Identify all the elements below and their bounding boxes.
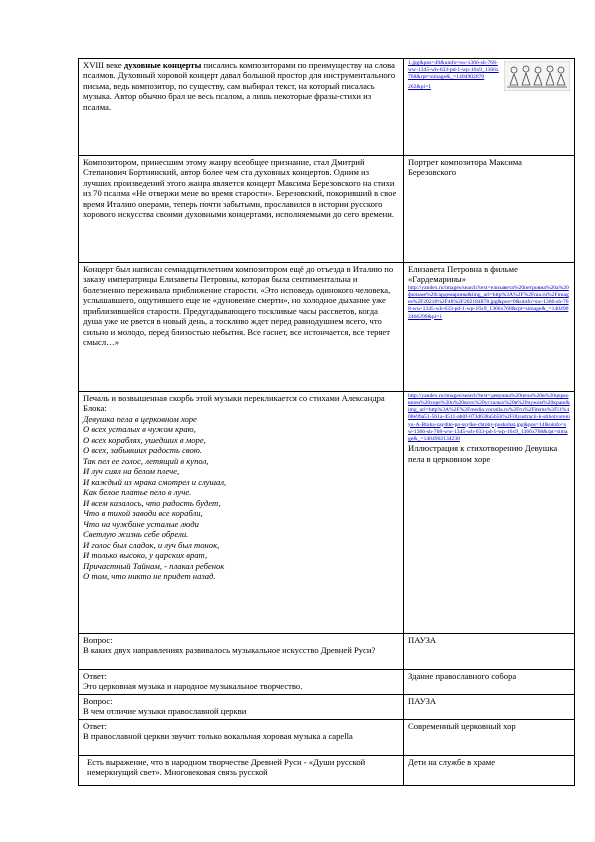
table-row	[79, 392, 575, 634]
caption-cell: Дети на службе в храме	[404, 756, 575, 786]
caption-cell: Портрет композитора Максима Березовского	[404, 156, 575, 263]
table-row	[79, 720, 575, 756]
poem-line: Что на чужбине усталые люди	[83, 518, 199, 529]
poem-intro: Печаль и возвышенная скорбь этой музыки перекликается со стихами Александра Блока:	[83, 393, 385, 414]
poem-line: Светлую жизнь себе обрели.	[83, 529, 189, 540]
answer-label: Ответ:	[83, 671, 107, 681]
poem-line: Так пел ее голос, летящий в купол,	[83, 455, 209, 466]
image-link[interactable]: http://yandex.ru/images/search?text=елизавета%20петровна%20а%20фильме%20гардемарины&img_url=http%3A%2F%2Fnia.ru%2Fimages%2F20218%2F48%2F202184878.jpg&pos=0&uinfo=sw-1366-sh-768-ww-1345-wh-633-pd-1-wp-16x9_1366x768&rpt=simage&_=1404902466299&pi=1	[408, 284, 569, 320]
poem-line: И каждый из мрака смотрел и слушал,	[83, 476, 227, 487]
text-cell	[79, 59, 404, 156]
bold-term: духовные концерты	[123, 60, 202, 70]
poem-line: И всем казалось, что радость будет,	[83, 497, 221, 508]
table-row	[79, 59, 575, 156]
table-row	[79, 670, 575, 695]
pause-cell: ПАУЗА	[404, 634, 575, 670]
poem-line: О всех усталых в чужом краю,	[83, 424, 196, 435]
caption-cell: Современный церковный хор	[404, 720, 575, 756]
poem-line: О всех кораблях, ушедших в море,	[83, 434, 206, 445]
media-cell	[404, 392, 575, 634]
text-before: XVIII веке	[83, 60, 124, 70]
question-text: В каких двух направлениях развивалось музыкальное искусство Древней Руси?	[83, 645, 376, 656]
question-cell	[79, 695, 404, 720]
question-label: Вопрос:	[83, 635, 113, 645]
choir-image-icon	[504, 61, 570, 91]
poem	[83, 414, 399, 582]
poem-line: Как белое платье пело в луче.	[83, 487, 192, 498]
answer-cell	[79, 670, 404, 695]
poem-line: Девушка пела в церковном хоре	[83, 413, 197, 424]
text-cell: Есть выражение, что в народном творчестве Древней Руси - «Души русской немеркнущий свет». Многовековая связь русской	[79, 756, 404, 786]
text-after: писались композиторами по преимуществу на слова псалмов. Духовный хоровой концерт давал большой простор для инструментального письма, ведь композитор, по существу, сам выбирал текст, на который писалась музыка. Автор обычно брал не весь псалом, а лишь некоторые фразы-стихи из псалма.	[83, 60, 396, 112]
table-row	[79, 634, 575, 670]
question-text: В чем отличие музыки православной церкви	[83, 706, 247, 717]
media-cell	[404, 59, 575, 156]
caption: Елизавета Петровна в фильме «Гардемарины»	[408, 264, 518, 285]
caption: Иллюстрация к стихотворению Девушка пела в церковном хоре	[408, 443, 558, 464]
poem-line: И только высоко, у царских врат,	[83, 550, 208, 561]
image-link[interactable]: 1.jpg&pos=49&uinfo=sw-1366-sh-768-ww-1345-wh-633-pd-1-wp-16x9_1366x768&rpt=simage&_=1404902870	[408, 60, 499, 81]
answer-label: Ответ:	[83, 721, 107, 731]
poem-line: Что в тихой заводи все корабли,	[83, 508, 203, 519]
question-cell	[79, 634, 404, 670]
caption-cell: Здание православного собора	[404, 670, 575, 695]
table-row	[79, 695, 575, 720]
image-link[interactable]: http://yandex.ru/images/search?text=девушка%20пела%20в%20церковном%20хоре%20о%20всех%20усталых%20в%20чужом%20краю&img_url=http%3A%2F%2Fmedia.vorotila.ru%2Fru%2Fitems%2Fi1%408e99a51-561a-4511-ab0f-073d638a5b5b%2Fillyustracii-k-stihotvoreniyu-A-Bloka-zaydite-po-ssylke-chtoby-poskohat.jpg&pos=14&uinfo=sw-1366-sh-768-ww-1345-wh-633-pd-1-wp-16x9_1366x768&rpt=simage&_=1404902134238	[408, 393, 570, 442]
lesson-table	[78, 58, 575, 786]
answer-cell	[79, 720, 404, 756]
poem-line: О всех, забывших радость свою.	[83, 445, 203, 456]
poem-line: О том, что никто не придет назад.	[83, 571, 216, 582]
table-row	[79, 263, 575, 392]
media-cell	[404, 263, 575, 392]
text-cell: Концерт был написан семнадцатилетним композитором ещё до отъезда в Италию по заказу императрицы Елизаветы Петровны, которая была сентиментальна и болезненно переживала приближение старости. «Это исповедь одинокого человека, услышавшего, ощутившего еще не «дуновение смерти», но холодное дыхание уже приблизившейся старости. Предугадывающего тоскливые часы рассветов, когда душа уже не рвется в новый день, а тоскливо ждет перед равнодушием всего, что сильно и молодо, перед близостью небытия. Все гаснет, все истончается, все теряет смысл…»	[79, 263, 404, 392]
poem-line: Причастный Тайнам, - плакал ребенок	[83, 560, 225, 571]
image-link-tail[interactable]: 262&pi=1	[408, 84, 432, 91]
table-row	[79, 156, 575, 263]
poem-line: И луч сиял на белом плече,	[83, 466, 180, 477]
table-row	[79, 756, 575, 786]
answer-text: В православной церкви звучит только вокальная хоровая музыка a capella	[83, 731, 353, 742]
question-label: Вопрос:	[83, 696, 113, 706]
poem-line: И голос был сладок, и луч был тонок,	[83, 539, 220, 550]
text-cell: Композитором, принесшим этому жанру всеобщее признание, стал Дмитрий Степанович Бортнянский, автор более чем ста духовных концертов. Одним из лучших произведений этого жанра является концерт Максима Березовского на стихи из 70 псалма «Не отвержи мене во время старости». Березовский, покоривший в свое время Италию операми, теперь почти забытыми, прославился в истории русского хорового искусства своими духовными концертами, исполняемыми до сего времени.	[79, 156, 404, 263]
answer-text: Это церковная музыка и народное музыкальное творчество.	[83, 681, 303, 692]
poem-cell	[79, 392, 404, 634]
pause-cell: ПАУЗА	[404, 695, 575, 720]
